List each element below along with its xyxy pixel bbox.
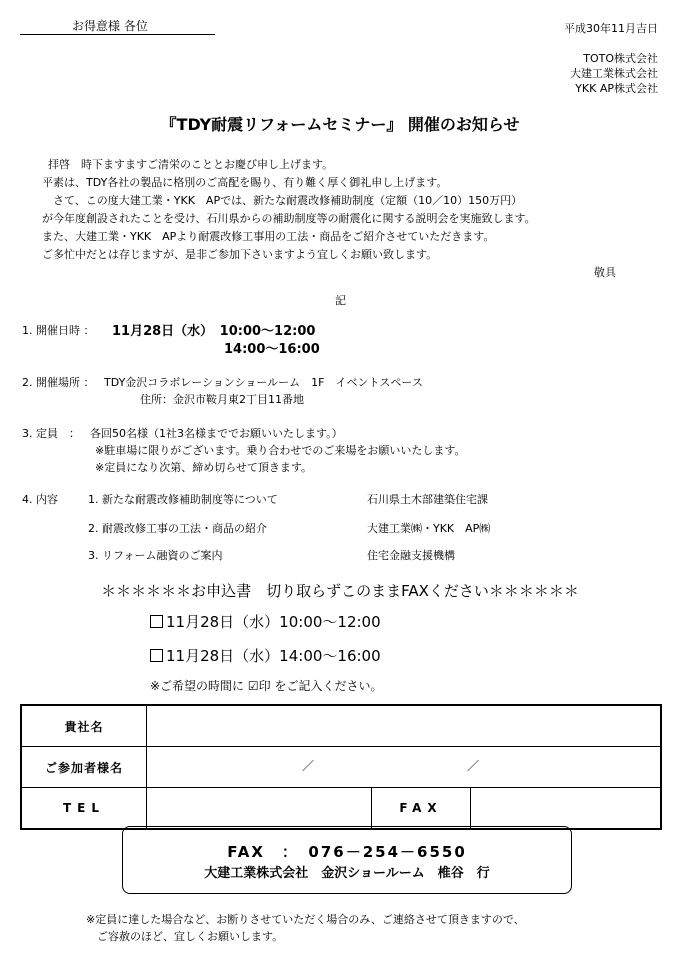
item-capacity-text: 各回50名様（1社3名様まででお願いいたします。） — [90, 427, 343, 440]
content-org-3: 住宅金融支援機構 — [367, 549, 455, 562]
fax-label: FAX — [372, 788, 471, 830]
checkbox-slot-2[interactable] — [150, 649, 163, 662]
body-line-5: また、大建工業・YKK APより耐震改修工事用の工法・商品をご紹介させていただきます。 — [42, 230, 495, 243]
item-place-label: 2. 開催場所 ： — [22, 376, 95, 389]
form-row-company — [21, 705, 661, 747]
sender-3: YKK AP株式会社 — [575, 82, 658, 95]
content-topic-3: 3. リフォーム融資のご案内 — [88, 549, 223, 562]
fax-box — [122, 826, 572, 894]
slash-1: ／ — [302, 759, 315, 773]
item-capacity-note-1: ※駐車場に限りがございます。乗り合わせでのご来場をお願いいたします。 — [95, 444, 466, 457]
slash-2: ／ — [467, 759, 480, 773]
tel-field[interactable] — [147, 788, 372, 830]
slot-1-label: 11月28日（水）10:00～12:00 — [166, 613, 381, 631]
fax-recipient: 大建工業株式会社 金沢ショールーム 椎谷 行 — [204, 866, 490, 881]
form-row-contact — [21, 788, 661, 830]
item-date-line1: 11月28日（水） 10:00～12:00 — [112, 324, 316, 339]
body-line-1: 拝啓 時下ますますご清栄のこととお慶び申し上げます。 — [48, 158, 334, 171]
content-org-1: 石川県土木部建築住宅課 — [367, 493, 488, 506]
body-line-6: ご多忙中だとは存じますが、是非ご参加下さいますよう宜しくお願い致します。 — [42, 248, 438, 261]
application-form — [20, 704, 662, 830]
item-content-label: 4. 内容 — [22, 493, 58, 506]
note-prefix: ※ご希望の時間に — [150, 679, 245, 693]
closing: 敬具 — [594, 266, 616, 279]
item-capacity-label: 3. 定員 ： — [22, 427, 80, 440]
form-row-participants — [21, 747, 661, 788]
tel-label: TEL — [21, 788, 147, 830]
application-banner: ＊＊＊＊＊＊お申込書 切り取らずこのままFAXください＊＊＊＊＊＊ — [101, 582, 579, 600]
addressee: お得意様 各位 — [20, 18, 215, 35]
ki-mark: 記 — [335, 294, 346, 307]
item-capacity-note-2: ※定員になり次第、締め切らせて頂きます。 — [95, 461, 313, 474]
item-date-line2: 14:00～16:00 — [224, 342, 320, 357]
item-place-name: TDY金沢コラボレーションショールーム 1F イベントスペース — [104, 376, 423, 389]
note-suffix: をご記入ください。 — [274, 679, 383, 693]
footer-note-1: ※定員に達した場合など、お断りさせていただく場合のみ、ご連絡させて頂きますので、 — [86, 913, 525, 926]
body-line-4: が今年度創設されたことを受け、石川県からの補助制度等の耐震化に関する説明会を実施致します。 — [42, 212, 536, 225]
fax-field[interactable] — [471, 788, 662, 830]
checkbox-slot-1[interactable] — [150, 615, 163, 628]
sender-2: 大建工業株式会社 — [570, 67, 658, 80]
slot-option-1[interactable] — [150, 611, 381, 632]
application-note — [150, 677, 383, 694]
slot-2-label: 11月28日（水）14:00～16:00 — [166, 647, 381, 665]
fax-number: FAX ： 076－254－6550 — [227, 843, 467, 861]
content-org-2: 大建工業㈱・YKK AP㈱ — [367, 522, 491, 535]
company-field[interactable] — [147, 705, 662, 747]
body-line-3: さて、この度大建工業・YKK APでは、新たな耐震改修補助制度（定額（10／10）150万円） — [42, 194, 523, 207]
content-topic-1: 1. 新たな耐震改修補助制度等について — [88, 493, 278, 506]
issue-date: 平成30年11月吉日 — [564, 22, 658, 35]
sender-1: TOTO株式会社 — [583, 52, 658, 65]
slot-option-2[interactable] — [150, 645, 381, 666]
company-label: 貴社名 — [21, 705, 147, 747]
footer-note-2: ご容赦のほど、宜しくお願いします。 — [86, 930, 284, 943]
body-line-2: 平素は、TDY各社の製品に格別のご高配を賜り、有り難く厚く御礼申し上げます。 — [42, 176, 448, 189]
note-mark: ☑印 — [247, 679, 271, 693]
content-topic-2: 2. 耐震改修工事の工法・商品の紹介 — [88, 522, 267, 535]
participants-label: ご参加者様名 — [21, 747, 147, 788]
item-date-label: 1. 開催日時 ： — [22, 324, 95, 337]
participants-field[interactable] — [147, 747, 662, 788]
page-title: 『TDY耐震リフォームセミナー』 開催のお知らせ — [160, 115, 520, 134]
item-place-address: 住所：金沢市鞍月東2丁目11番地 — [140, 393, 304, 406]
